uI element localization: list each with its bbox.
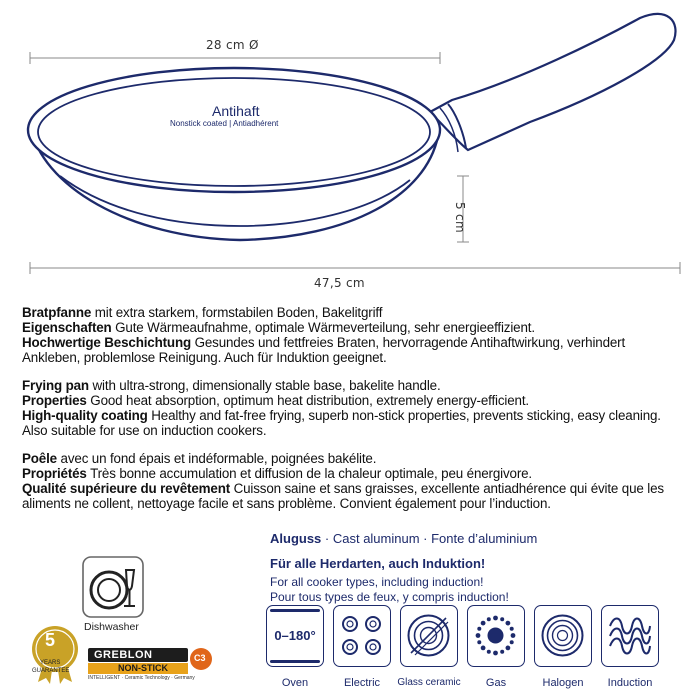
electric-label: Electric [343, 677, 381, 689]
halogen-icon [534, 605, 592, 667]
dishwasher-icon [82, 556, 144, 618]
pan-handle [430, 14, 676, 150]
oven-label: Oven [281, 677, 309, 689]
gas-burner-icon [467, 605, 525, 667]
german-title: Bratpfanne [22, 305, 92, 320]
oven-temperature: 0–180° [274, 628, 316, 643]
description-german: Bratpfanne mit extra starkem, formstabilen Boden, Bakelitgriff Eigenschaften Gute Wärmeaufnahme, optimale Wärmeverteilung, sehr energieeffizient. Hochwertige Beschichtung Gesundes und fettfreies Braten, hervorragende Antihaftwirkung, verhindert Ankleben, problemlose Reinigung. Auch für Induktion geeignet. [22, 305, 626, 365]
pan-illustration [0, 0, 700, 300]
glass-ceramic-label: Glass ceramic [397, 677, 461, 688]
cookers-heading-en: For all cooker types, including induction! [270, 575, 484, 589]
greblon-sub: NON-STICK [118, 663, 168, 673]
greblon-c3: C3 [194, 653, 206, 663]
electric-hob-icon [333, 605, 391, 667]
greblon-tagline: INTELLIGENT · Ceramic Technology · Germany [88, 675, 195, 681]
description-french: Poêle avec un fond épais et indéformable, poignées bakélite. Propriétés Très bonne accumulation et diffusion de la chaleur optimale, peu énergivore. Qualité supérieure du revêtement Cuisson saine et sans graisses, excellente antiadhérence qui évite que les aliments ne collent, nettoyage facile et sans problème. Convient également pour l’induction. [22, 451, 664, 511]
guarantee-line1: YEARS [40, 660, 61, 666]
material-line: Aluguss · Cast aluminum · Fonte d’aluminium [270, 531, 538, 546]
halogen-label: Halogen [542, 677, 584, 689]
glass-ceramic-icon [400, 605, 458, 667]
description-english: Frying pan with ultra-strong, dimensionally stable base, bakelite handle. Properties Good heat absorption, optimum heat distribution, extremely energy-efficient. High-quality coating Healthy and fat-free frying, superb non-stick properties, prevents sticking, easy cleaning. Also suitable for use on induction cookers. [22, 378, 661, 438]
pan-brand-subtext: Nonstick coated | Antiadhérent [170, 119, 279, 128]
english-title: Frying pan [22, 378, 89, 393]
french-title: Poêle [22, 451, 57, 466]
length-label: 47,5 cm [314, 276, 365, 290]
greblon-logo [88, 648, 214, 682]
guarantee-line2: GUARANTEE [32, 668, 70, 674]
greblon-name: GREBLON [94, 649, 153, 661]
guarantee-number: 5 [45, 630, 56, 650]
gas-label: Gas [485, 677, 507, 689]
pan-rim [28, 68, 440, 192]
dishwasher-label: Dishwasher [84, 621, 139, 633]
oven-icon [266, 605, 324, 667]
induction-icon [601, 605, 659, 667]
cookers-heading-fr: Pour tous types de feux, y compris induction! [270, 590, 509, 604]
diameter-label: 28 cm Ø [206, 38, 259, 52]
pan-brand-text: Antihaft [212, 103, 260, 119]
induction-label: Induction [607, 677, 653, 689]
height-label: 5 cm [453, 202, 467, 233]
cookers-heading-de: Für alle Herdarten, auch Induktion! [270, 556, 486, 571]
